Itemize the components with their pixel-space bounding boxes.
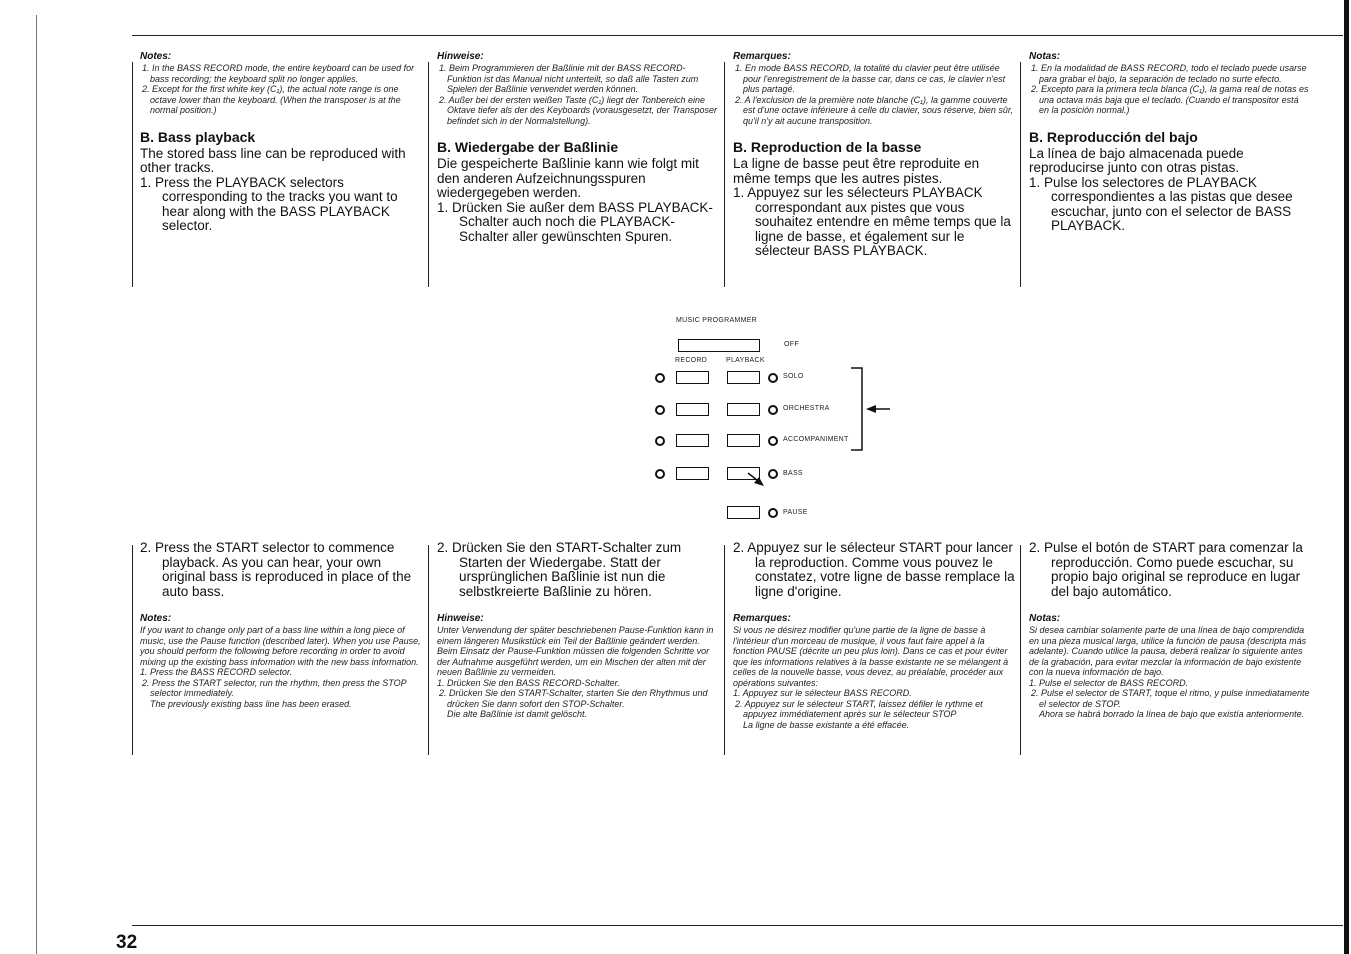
note-item: Unter Verwendung der später beschriebenen Pause-Funktion kann in einem längeren Musikstück ein Teil der Baßlinie geändert werden. Beim Einsatz der Pause-Funktion müssen die folgenden Schritte vor der Aufnahme ausgeführt werden, um ein Mischen der alten mit der neuen Baßlinie zu vermeiden.: [437, 625, 714, 677]
top-rule: [132, 35, 1343, 36]
step-item: 2. Drücken Sie den START-Schalter zum Starten der Wiedergabe. Statt der ursprünglichen Baßlinie ist nun die selbstkreierte Baßlinie zu hören.: [437, 540, 682, 599]
top-separator-2: [428, 62, 429, 287]
bottom-separator-1: [132, 545, 133, 755]
bottom-separator-2: [428, 545, 429, 755]
note-item: 1. Drücken Sie den BASS RECORD-Schalter.: [437, 677, 620, 688]
note-item: If you want to change only part of a bass line within a long piece of music, use the Pause function (described later). When you use Pause, you should perform the following before recording in order to avoid mixing up the existing bass information with the new bass information.: [140, 625, 421, 667]
section-heading: B. Bass playback: [140, 128, 256, 145]
solo-label: SOLO: [783, 373, 804, 380]
note-item: 1. En mode BASS RECORD, la totalité du clavier peut être utilisée pour l'enregistrement de la basse car, dans ce cas, le clavier n'est plus partagé.: [735, 63, 1006, 94]
column-french-bottom: [733, 541, 1018, 730]
note-item: The previously existing bass line has been erased.: [150, 698, 352, 709]
note-item: 1. In the BASS RECORD mode, the entire keyboard can be used for bass recording; the keyboard split no longer applies.: [142, 63, 415, 84]
section-heading: B. Reproduction de la basse: [733, 139, 922, 155]
step-item: 1. Appuyez sur les sélecteurs PLAYBACK correspondant aux pistes que vous souhaitez entendre en même temps que la ligne de basse, et également sur le sélecteur BASS PLAYBACK.: [733, 185, 1011, 258]
section-body: Die gespeicherte Baßlinie kann wie folgt mit den anderen Aufzeichnungsspuren wiedergegeben werden.: [437, 156, 699, 200]
note-item: Ahora se habrá borrado la línea de bajo que existía anteriormente.: [1039, 709, 1305, 719]
off-label: OFF: [784, 341, 799, 348]
diagram-title: MUSIC PROGRAMMER: [676, 317, 758, 324]
note-item: 1. Appuyez sur le sélecteur BASS RECORD.: [733, 688, 912, 698]
section-body: La ligne de basse peut être reproduite en même temps que les autres pistes.: [733, 156, 980, 186]
notes-title: Notes:: [140, 51, 172, 62]
notes-title: Hinweise:: [437, 51, 484, 62]
note-item: 2. Press the START selector, run the rhythm, then press the STOP selector immediately.: [142, 677, 407, 698]
notes-title: Notas:: [1029, 51, 1061, 62]
step-item: 2. Press the START selector to commence playback. As you can hear, your own original bass is reproduced in place of the auto bass.: [140, 540, 412, 599]
note-item: 2. A l'exclusion de la première note blanche (C₁), la gamme couverte est d'une octave inférieure à celle du clavier, sous réserve, bien sûr, qu'il n'y ait aucune transposition.: [735, 94, 1013, 126]
notes-title: Remarques:: [733, 613, 791, 624]
playback-label: PLAYBACK: [726, 357, 765, 364]
pause-label: PAUSE: [783, 509, 808, 516]
step-item: 1. Drücken Sie außer dem BASS PLAYBACK-Schalter auch noch die PLAYBACK-Schalter aller gewünschten Spuren.: [437, 199, 713, 244]
orchestra-label: ORCHESTRA: [783, 405, 830, 412]
notes-title: Notes:: [140, 613, 172, 624]
step-item: 2. Appuyez sur le sélecteur START pour lancer la reproduction. Comme vous pouvez le constatez, votre ligne de basse remplace la ligne d'origine.: [733, 540, 1015, 599]
accompaniment-label: ACCOMPANIMENT: [783, 436, 849, 443]
section-body: La línea de bajo almacenada puede reproducirse junto con otras pistas.: [1029, 145, 1244, 175]
note-item: 2. Pulse el selector de START, toque el ritmo, y pulse inmediatamente el selector de STOP.: [1031, 688, 1310, 709]
note-item: 1. Pulse el selector de BASS RECORD.: [1029, 677, 1189, 688]
record-label: RECORD: [675, 357, 708, 364]
note-item: 2. Außer bei der ersten weißen Taste (C₁) liegt der Tonbereich eine Oktave tiefer als der des Keyboards (vorausgesetzt, der Transposer befindet sich in der Normalstellung).: [439, 94, 717, 126]
note-item: 2. Excepto para la primera tecla blanca (C₁), la gama real de notas es una octava más baja que el teclado. (Cuando el transpositor está en la posición normal.): [1031, 84, 1309, 115]
note-item: 1. Beim Programmieren der Baßlinie mit der BASS RECORD-Funktion ist das Manual nicht unterteilt, so daß alle Tasten zum Spielen der Baßlinie verwendet werden können.: [439, 63, 699, 94]
column-english-bottom: [140, 541, 425, 709]
page-number: 32: [116, 932, 138, 953]
music-programmer-diagram: [640, 310, 920, 525]
note-item: 2. Except for the first white key (C₁), the actual note range is one octave lower than the keyboard. (When the transposer is at the normal position.): [142, 84, 401, 115]
section-body: The stored bass line can be reproduced with other tracks.: [140, 145, 406, 175]
top-separator-1: [132, 62, 133, 287]
bottom-separator-3: [724, 545, 725, 755]
bottom-rule: [132, 925, 1343, 926]
note-item: Si vous ne désirez modifier qu'une partie de la ligne de basse à l'intérieur d'un morceau de musique, il vous faut faire appel à la fonction PAUSE (décrite un peu plus loin). Dans ce cas et pour éviter que les informations relatives à la basse existante ne se mélangent à celles de la nouvelle basse, vous devez, au préalable, procéder aux opérations suivantes:: [733, 625, 1009, 688]
section-heading: B. Reproducción del bajo: [1029, 128, 1198, 145]
step-item: 1. Press the PLAYBACK selectors corresponding to the tracks you want to hear along with the BASS PLAYBACK selector.: [140, 174, 398, 233]
step-item: 2. Pulse el botón de START para comenzar la reproducción. Como puede escuchar, su propio bajo original se reproduce en lugar del bajo automático.: [1029, 540, 1303, 599]
note-item: Si desea cambiar solamente parte de una línea de bajo comprendida en una pieza musical larga, utilice la función de pausa (descripta más adelante). Cuando utilice la pausa, deberá realizar lo siguiente antes de la grabación, para evitar mezclar la información de bajo existente con la nueva información de bajo.: [1029, 625, 1307, 677]
bass-label: BASS: [783, 470, 803, 477]
column-spanish-bottom: [1029, 541, 1314, 720]
left-margin-line: [36, 15, 37, 954]
column-english-top: [140, 51, 420, 234]
step-item: 1. Pulse los selectores de PLAYBACK correspondientes a las pistas que desee escuchar, junto con el selector de BASS PLAYBACK.: [1029, 174, 1293, 233]
note-item: 1. Press the BASS RECORD selector.: [140, 667, 293, 677]
column-spanish-top: [1029, 51, 1309, 234]
note-item: 1. En la modalidad de BASS RECORD, todo el teclado puede usarse para grabar el bajo, la separación de teclado no surte efecto.: [1031, 63, 1307, 84]
note-item: 2. Appuyez sur le sélecteur START, laissez défiler le rythme et appuyez immédiatement après sur le sélecteur STOP: [735, 698, 983, 719]
notes-title: Remarques:: [733, 51, 791, 62]
note-item: 2. Drücken Sie den START-Schalter, starten Sie den Rhythmus und drücken Sie dann sofort den STOP-Schalter.: [439, 688, 708, 709]
bottom-separator-4: [1020, 545, 1021, 755]
note-item: Die alte Baßlinie ist damit gelöscht.: [447, 709, 588, 719]
right-edge-line: [1344, 0, 1349, 954]
top-separator-4: [1020, 62, 1021, 287]
bracket-arrow-icon: [640, 310, 920, 525]
column-german-top: [437, 51, 717, 244]
column-german-bottom: [437, 541, 722, 720]
notes-title: Notas:: [1029, 613, 1061, 624]
notes-title: Hinweise:: [437, 613, 484, 624]
top-separator-3: [724, 62, 725, 287]
column-french-top: [733, 51, 1013, 259]
section-heading: B. Wiedergabe der Baßlinie: [437, 139, 619, 155]
note-item: La ligne de basse existante a été effacée.: [743, 719, 910, 730]
